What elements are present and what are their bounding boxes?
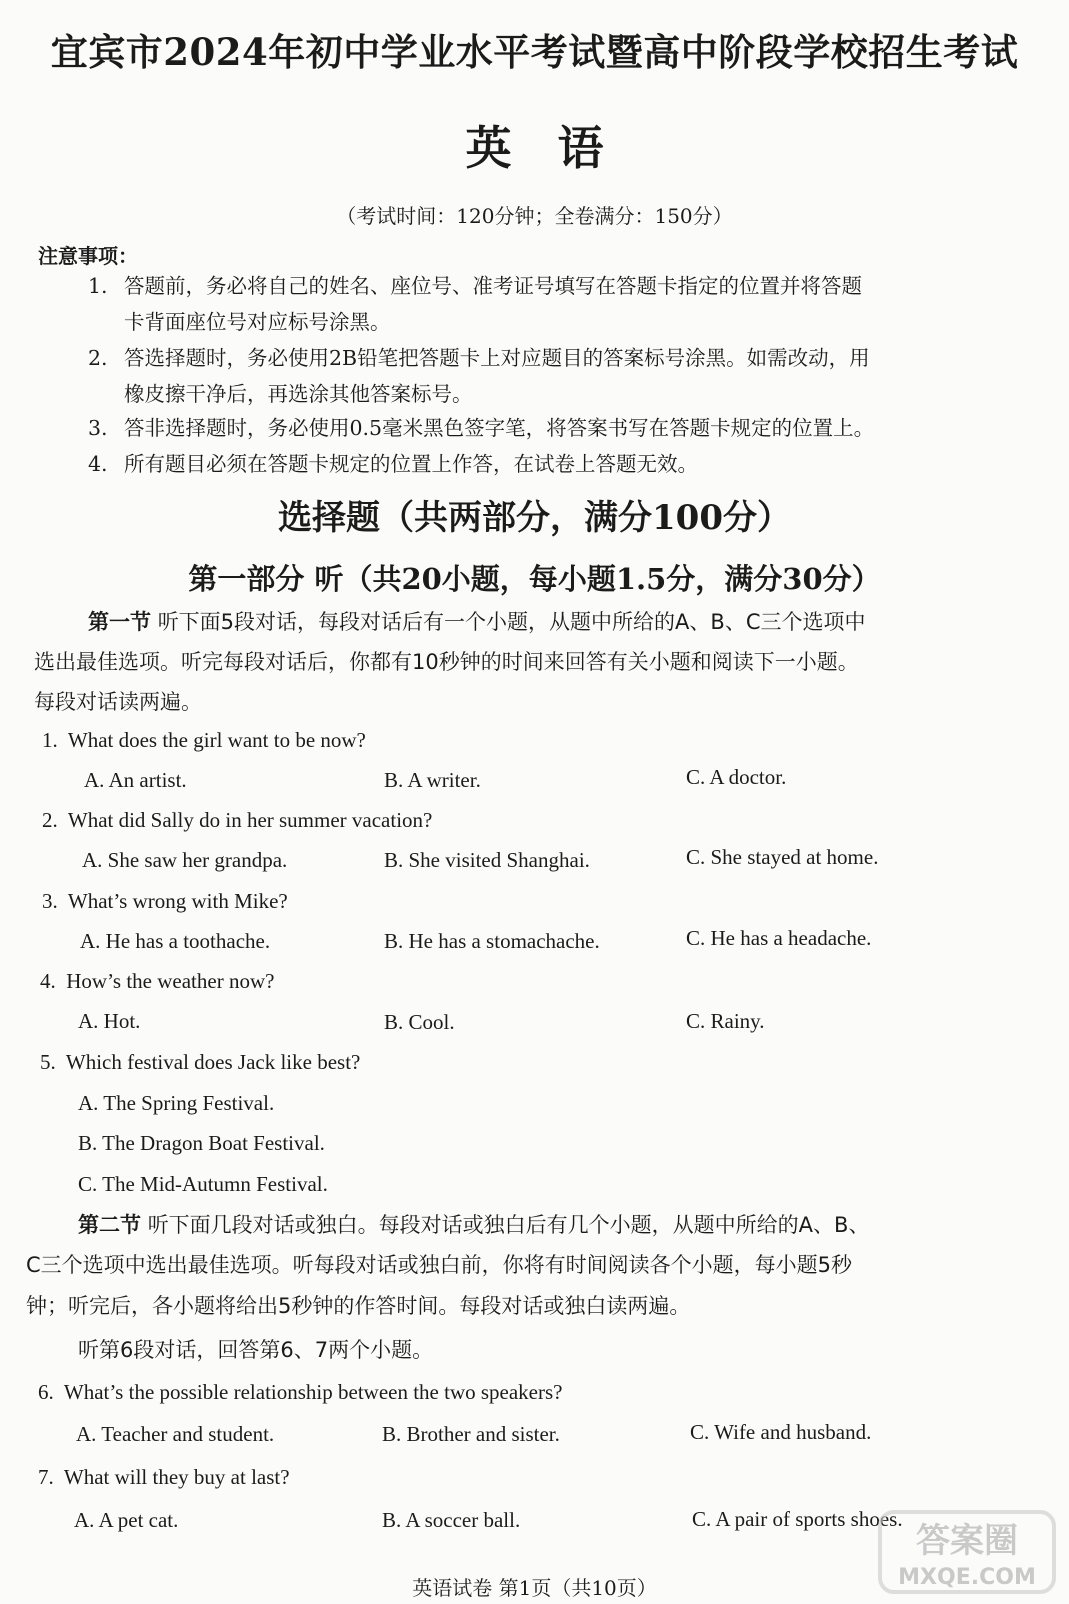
option-b: B. He has a stomachache. (384, 929, 600, 953)
question-number: 6. (38, 1380, 54, 1404)
question-item (42, 808, 432, 833)
exam-info: （考试时间：120分钟；全卷满分：150分） (336, 204, 733, 228)
notice-item-line: 答选择题时，务必使用2B铅笔把答题卡上对应题目的答案标号涂黑。如需改动，用 (124, 346, 870, 370)
question-text: What’s the possible relationship between the two speakers? (63, 1380, 563, 1404)
subject-title: 英语 (465, 121, 650, 175)
notice-item-line: 卡背面座位号对应标号涂黑。 (124, 310, 391, 334)
question-text: Which festival does Jack like best? (65, 1050, 361, 1074)
option-a: A. An artist. (84, 768, 187, 792)
option-b: B. The Dragon Boat Festival. (78, 1131, 325, 1155)
option-b: B. A writer. (384, 768, 481, 792)
option-c: C. The Mid-Autumn Festival. (78, 1172, 328, 1196)
question-text: What will they buy at last? (63, 1465, 290, 1489)
option-c: C. He has a headache. (686, 926, 872, 950)
option-c: C. Wife and husband. (690, 1420, 872, 1444)
option-a: A. A pet cat. (74, 1508, 179, 1532)
option-a: A. Teacher and student. (76, 1422, 275, 1446)
notice-item-line: 答非选择题时，务必使用0.5毫米黑色签字笔，将答案书写在答题卡规定的位置上。 (124, 416, 875, 440)
question-number: 4. (40, 969, 56, 993)
option-b: B. She visited Shanghai. (384, 848, 590, 872)
section1-line: 每段对话读两遍。 (34, 690, 202, 714)
option-c: C. Rainy. (686, 1009, 765, 1033)
option-b: B. A soccer ball. (382, 1508, 521, 1532)
notice-item-line: 答题前，务必将自己的姓名、座位号、准考证号填写在答题卡指定的位置并将答题 (124, 274, 862, 298)
notice-item (88, 268, 1028, 340)
question-text: What does the girl want to be now? (67, 728, 366, 752)
notice-item (88, 340, 1028, 412)
question-item (42, 889, 288, 914)
question-text: What did Sally do in her summer vacation? (67, 808, 433, 832)
notice-heading: 注意事项： (38, 244, 138, 268)
section1-text: 听下面5段对话，每段对话后有一个小题，从题中所给的A、B、C三个选项中 (157, 610, 866, 634)
watermark-text: 答案圈 (916, 1521, 1018, 1561)
option-b: B. Cool. (384, 1010, 455, 1034)
section2-lead: 第二节 (78, 1213, 141, 1237)
question-item (38, 1380, 562, 1405)
option-a: A. Hot. (78, 1009, 141, 1033)
watermark-url: MXQE.COM (898, 1565, 1036, 1590)
notice-item-line: 橡皮擦干净后，再选涂其他答案标号。 (124, 382, 473, 406)
section1-line (88, 602, 865, 642)
section2-line: 钟；听完后，各小题将给出5秒钟的作答时间。每段对话或独白读两遍。 (26, 1294, 691, 1318)
notice-item-number: 3. (88, 416, 108, 440)
notice-item (88, 446, 1028, 482)
section2-instruction: 听第6段对话，回答第6、7两个小题。 (78, 1338, 434, 1362)
option-a: A. He has a toothache. (80, 929, 271, 953)
notice-item-number: 1. (88, 274, 108, 298)
notice-item (88, 410, 1028, 446)
question-number: 7. (38, 1465, 54, 1489)
question-item (40, 969, 274, 994)
exam-title: 宜宾市2024年初中学业水平考试暨高中阶段学校招生考试 (50, 30, 1019, 74)
option-c: C. She stayed at home. (686, 845, 879, 869)
question-item (42, 728, 366, 753)
section1-lead: 第一节 (88, 610, 151, 634)
question-number: 5. (40, 1050, 56, 1074)
part-heading: 第一部分 听（共20小题，每小题1.5分，满分30分） (188, 562, 881, 596)
section2-line (78, 1205, 869, 1245)
section2-line: C三个选项中选出最佳选项。听每段对话或独白前，你将有时间阅读各个小题，每小题5秒 (26, 1253, 853, 1277)
notice-item-number: 4. (88, 452, 108, 476)
question-item (40, 1050, 360, 1075)
option-a: A. She saw her grandpa. (82, 848, 288, 872)
section1-line: 选出最佳选项。听完每段对话后，你都有10秒钟的时间来回答有关小题和阅读下一小题。 (34, 650, 859, 674)
question-item (38, 1465, 290, 1490)
section-heading: 选择题（共两部分，满分100分） (278, 498, 791, 538)
option-a: A. The Spring Festival. (78, 1091, 275, 1115)
option-c: C. A doctor. (686, 765, 787, 789)
notice-item-line: 所有题目必须在答题卡规定的位置上作答，在试卷上答题无效。 (124, 452, 698, 476)
option-b: B. Brother and sister. (382, 1422, 560, 1446)
section2-text: 听下面几段对话或独白。每段对话或独白后有几个小题，从题中所给的A、B、 (147, 1213, 870, 1237)
question-text: How’s the weather now? (66, 969, 275, 993)
question-number: 2. (42, 808, 58, 832)
notice-item-number: 2. (88, 346, 108, 370)
question-number: 3. (42, 889, 58, 913)
option-c: C. A pair of sports shoes. (692, 1507, 903, 1531)
question-number: 1. (42, 728, 58, 752)
question-text: What’s wrong with Mike? (67, 889, 288, 913)
page-footer: 英语试卷 第1页（共10页） (412, 1576, 657, 1600)
